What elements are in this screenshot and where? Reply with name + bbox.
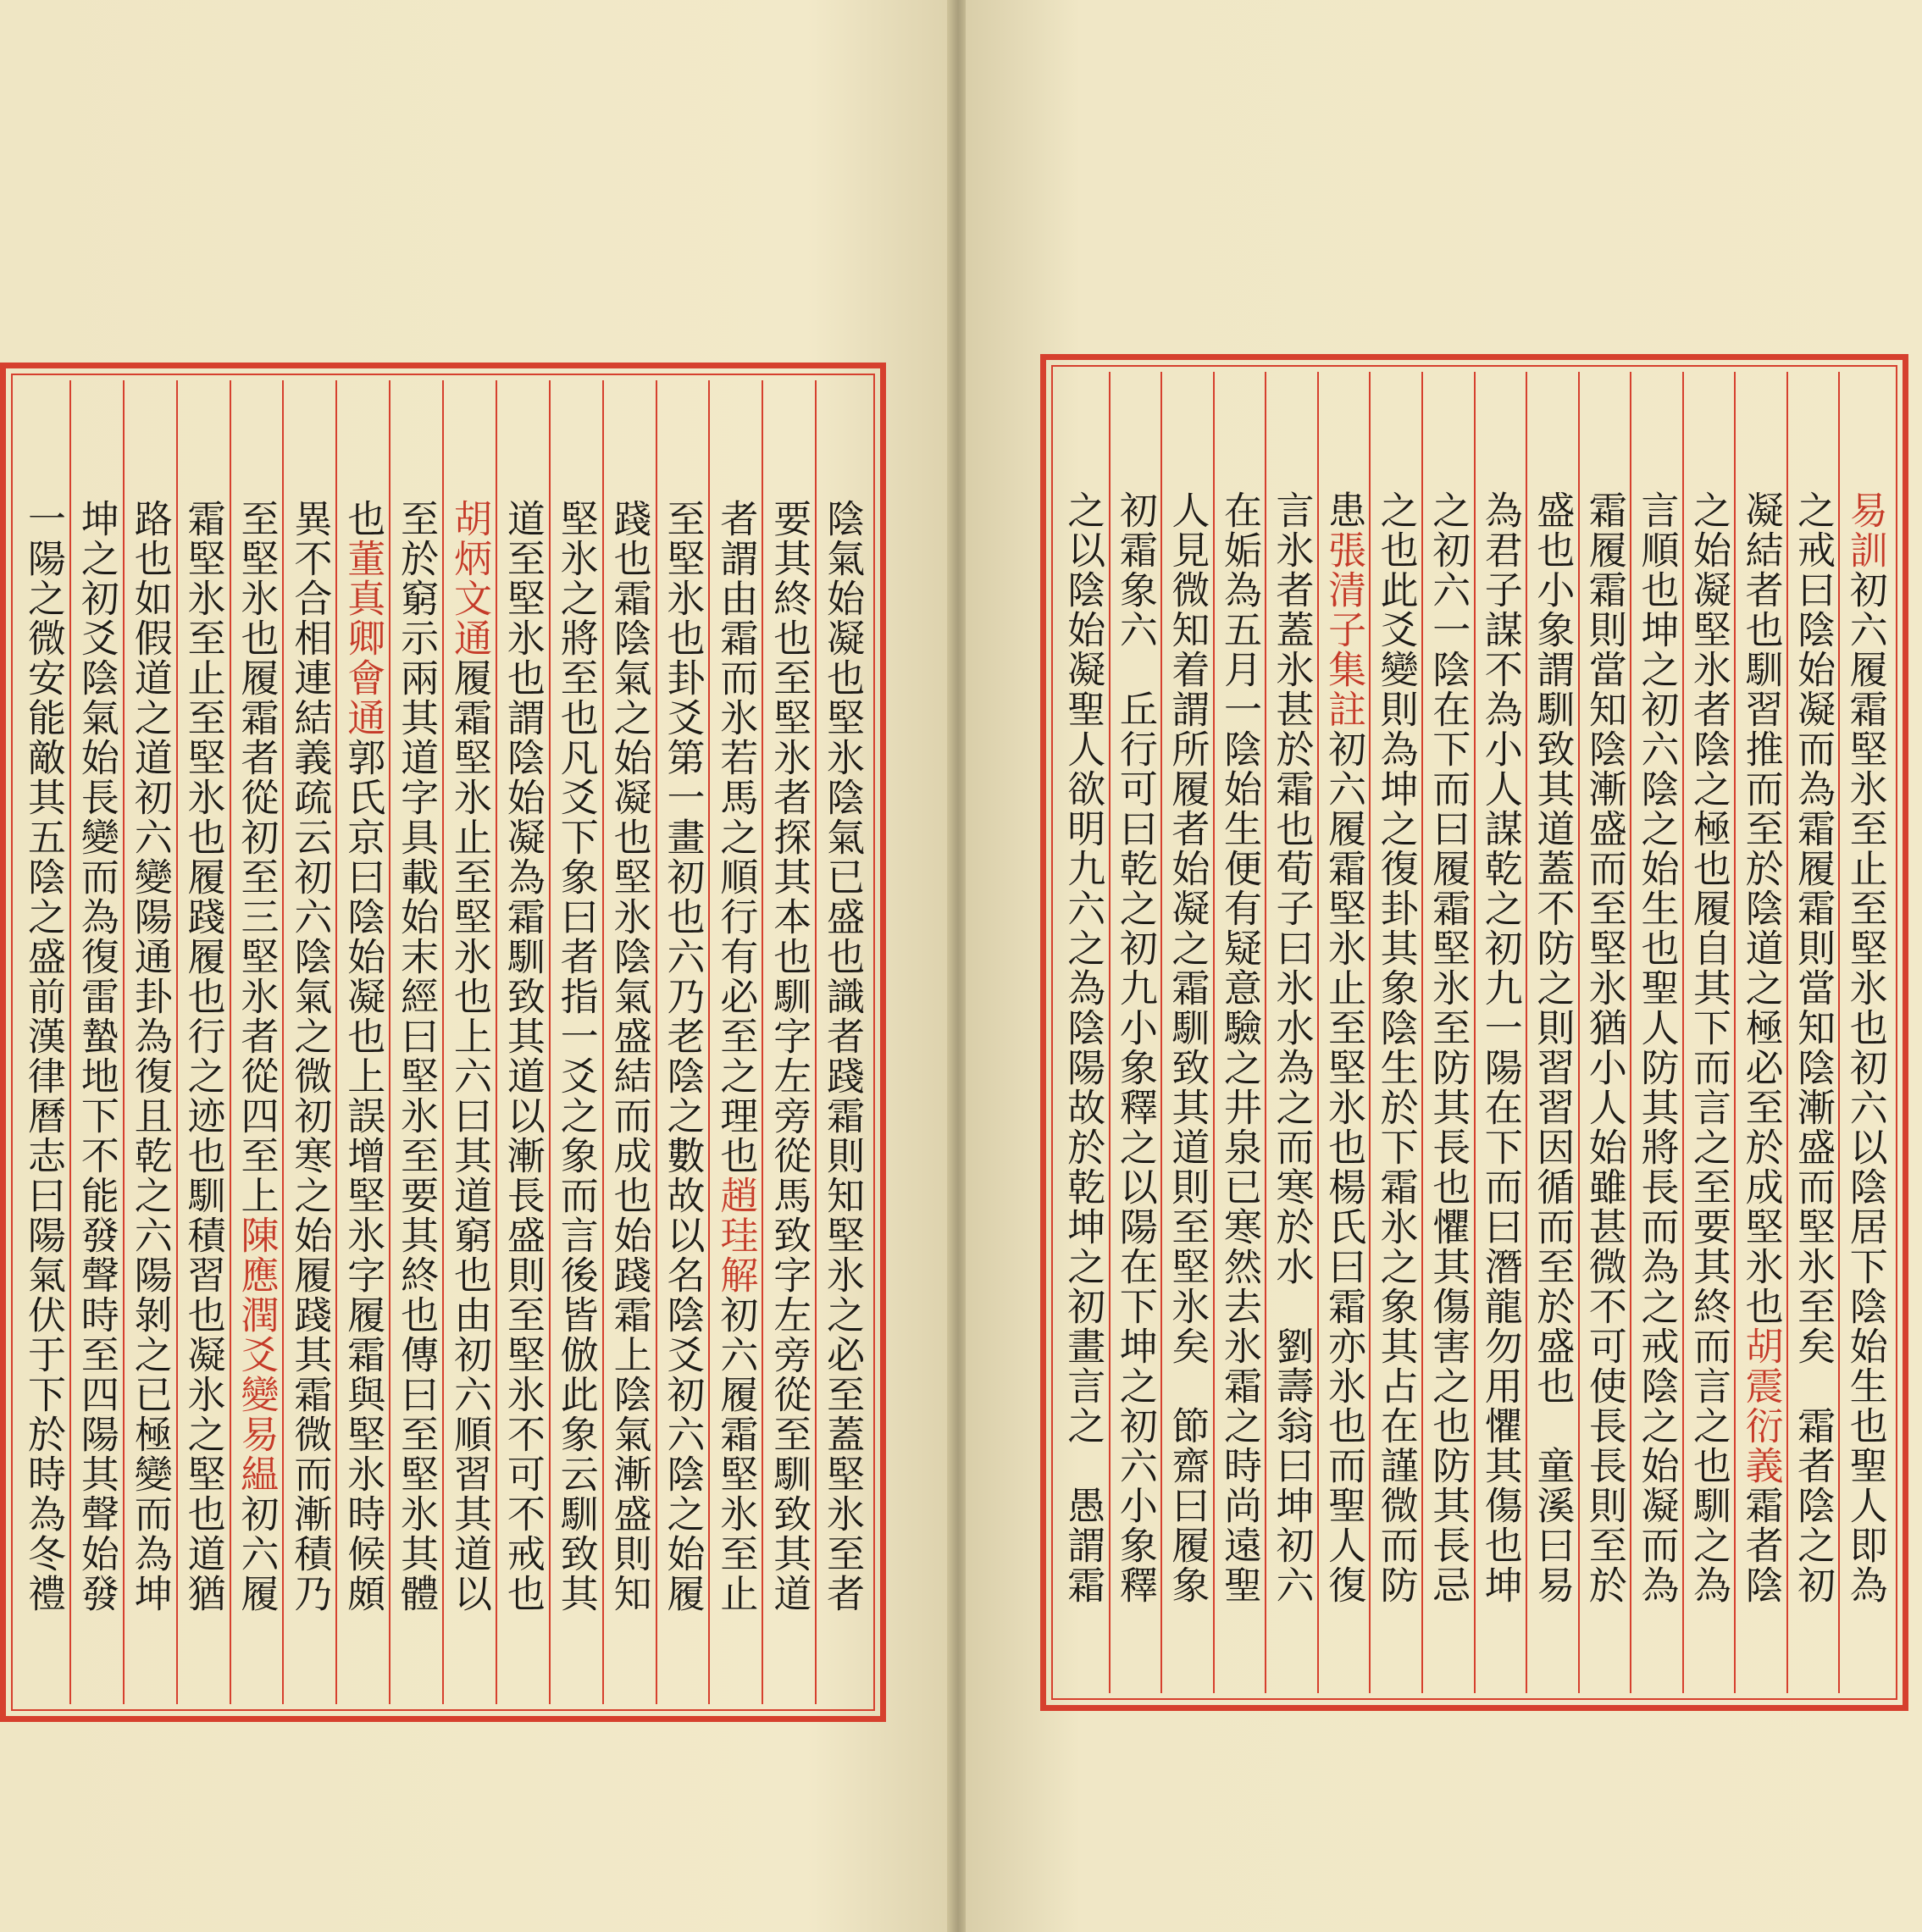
right-column <box>1786 372 1839 1693</box>
text-run: 霜履霜則當知陰漸盛而至堅氷猶小人始雖甚微不可使長長則至於 <box>1581 490 1627 1605</box>
left-column-text <box>20 499 66 1614</box>
text-run: 言順也坤之初六陰之始生也聖人防其將長而為之戒陰之始凝而為 <box>1634 490 1680 1605</box>
right-column-text <box>1581 490 1627 1605</box>
left-column-text <box>660 499 706 1614</box>
left-column <box>496 380 549 1704</box>
left-column-text <box>553 499 599 1614</box>
left-column <box>282 380 335 1704</box>
rubric-title: 張清子集註 <box>1321 530 1367 729</box>
text-run: 初六履 <box>234 1494 280 1614</box>
left-page-columns <box>18 380 868 1704</box>
text-run: 至堅氷也卦爻第一畫初也六乃老陰之數故以名陰爻初六陰之始履 <box>660 499 706 1614</box>
text-run: 初六履霜堅氷至止至堅氷也初六以陰居下陰始生也聖人即為 <box>1842 570 1888 1605</box>
left-column <box>656 380 709 1704</box>
left-column-text <box>500 499 546 1614</box>
left-column <box>335 380 389 1704</box>
left-column-text <box>74 499 119 1614</box>
text-run: 初六履霜堅氷至止 <box>713 1295 759 1614</box>
left-column-text <box>394 499 440 1614</box>
text-run: 之也此爻變則為坤之復卦其象陰生於下霜氷之象其占在謹微而防 <box>1373 490 1419 1605</box>
right-column <box>1109 372 1161 1693</box>
right-column-text <box>1634 490 1680 1605</box>
text-run: 初霜象六 丘行可曰乾之初九小象釋之以陽在下坤之初六小象釋 <box>1112 490 1158 1605</box>
right-column <box>1058 372 1109 1693</box>
text-run: 在姤為五月一陰始生便有疑意驗之井泉已寒然去氷霜之時尚遠聖 <box>1216 490 1262 1605</box>
right-column <box>1317 372 1370 1693</box>
right-column-text <box>1061 490 1106 1605</box>
left-column <box>123 380 176 1704</box>
rubric-title: 胡炳文通 <box>446 499 492 658</box>
right-column-text <box>1530 490 1576 1605</box>
right-column <box>1160 372 1213 1693</box>
right-column-text <box>1112 490 1158 1605</box>
text-run: 至於窮示兩其道字具載始末經曰堅氷至要其終也傳曰至堅氷其體 <box>394 499 440 1614</box>
left-column <box>69 380 123 1704</box>
right-column-text <box>1687 490 1732 1605</box>
text-run: 要其終也至堅氷者探其本也馴字左旁從馬致字左旁從至馴致其道 <box>767 499 812 1614</box>
left-column <box>389 380 442 1704</box>
left-column-text <box>820 499 866 1614</box>
left-page-frame <box>0 363 886 1722</box>
right-page-frame <box>1040 354 1908 1711</box>
left-page <box>0 0 950 1932</box>
left-column-text <box>446 499 492 1614</box>
text-run: 路也如假道之道初六變陽通卦為復且乾之六陽剝之已極變而為坤 <box>127 499 173 1614</box>
right-column <box>1213 372 1266 1693</box>
text-run: 坤之初爻陰氣始長變而為復雷蟄地下不能發聲時至四陽其聲始發 <box>74 499 119 1614</box>
left-column-text <box>180 499 226 1614</box>
right-column <box>1578 372 1631 1693</box>
left-column-text <box>127 499 173 1614</box>
rubric-title: 陳應潤爻變易緼 <box>234 1215 280 1494</box>
left-column <box>762 380 815 1704</box>
right-column-text <box>1791 490 1836 1605</box>
text-run: 郭氏京曰陰始凝也上誤增堅氷字履霜與堅氷時候頗 <box>341 738 386 1614</box>
text-run: 異不合相連結義疏云初六陰氣之微初寒之始履踐其霜微而漸積乃 <box>287 499 333 1614</box>
text-run: 也 <box>341 499 386 539</box>
left-column <box>708 380 762 1704</box>
text-run: 堅氷之將至也凡爻下象曰者指一爻之象而言後皆倣此象云馴致其 <box>553 499 599 1614</box>
text-run: 霜者陰 <box>1738 1486 1784 1605</box>
right-column-text <box>1842 490 1888 1605</box>
right-column <box>1630 372 1682 1693</box>
left-column <box>602 380 656 1704</box>
text-run: 至堅氷也履霜者從初至三堅氷者從四至上 <box>234 499 280 1215</box>
right-column <box>1421 372 1474 1693</box>
right-column-text <box>1738 490 1784 1605</box>
text-run: 履霜堅氷止至堅氷也上六曰其道窮也由初六順習其道以 <box>446 658 492 1614</box>
text-run: 陰氣始凝也堅氷陰氣已盛也識者踐霜則知堅氷之必至蓋堅氷至者 <box>820 499 866 1614</box>
right-column-text <box>1373 490 1419 1605</box>
left-column <box>230 380 283 1704</box>
left-column-text <box>234 499 280 1614</box>
text-run: 之初六一陰在下而曰履霜堅氷至防其長也懼其傷害之也防其長忌 <box>1426 490 1471 1605</box>
right-column-text <box>1426 490 1471 1605</box>
right-column <box>1838 372 1891 1693</box>
left-column <box>176 380 230 1704</box>
text-run: 言氷者蓋氷甚於霜也荀子曰氷水為之而寒於水 劉壽翁曰坤初六 <box>1269 490 1315 1605</box>
rubric-title: 趙珪解 <box>713 1176 759 1295</box>
right-column <box>1682 372 1735 1693</box>
left-column-text <box>287 499 333 1614</box>
left-column-text <box>607 499 652 1614</box>
right-column <box>1474 372 1526 1693</box>
right-column-text <box>1165 490 1210 1605</box>
right-column-text <box>1321 490 1367 1605</box>
right-page <box>966 0 1922 1932</box>
left-column-text <box>713 499 759 1614</box>
text-run: 為君子謀不為小人謀乾之初九一陽在下而曰潛龍勿用懼其傷也坤 <box>1477 490 1523 1605</box>
left-column <box>442 380 496 1704</box>
text-run: 一陽之微安能敵其五陰之盛前漢律曆志曰陽氣伏于下於時為冬禮 <box>20 499 66 1614</box>
right-column <box>1369 372 1421 1693</box>
text-run: 凝結者也馴習推而至於陰道之極必至於成堅氷也 <box>1738 490 1784 1326</box>
text-run: 患 <box>1321 490 1367 530</box>
text-run: 之始凝堅氷者陰之極也履自其下而言之至要其終而言之也馴之為 <box>1687 490 1732 1605</box>
rubric-title: 董真卿會通 <box>341 539 386 738</box>
right-column <box>1734 372 1786 1693</box>
right-column <box>1265 372 1317 1693</box>
right-column-text <box>1216 490 1262 1605</box>
text-run: 人見微知着謂所履者始凝之霜馴致其道則至堅氷矣 節齋曰履象 <box>1165 490 1210 1605</box>
right-column-text <box>1477 490 1523 1605</box>
text-run: 之以陰始凝聖人欲明九六之為陰陽故於乾坤之初畫言之 愚謂霜 <box>1061 490 1106 1605</box>
left-column-text <box>767 499 812 1614</box>
left-column <box>815 380 868 1704</box>
rubric-title: 易訓 <box>1842 490 1888 570</box>
rubric-title: 胡震衍義 <box>1738 1326 1784 1486</box>
text-run: 霜堅氷至止至堅氷也履踐履也行之迹也馴積習也凝氷之堅也道猶 <box>180 499 226 1614</box>
right-page-columns <box>1058 372 1891 1693</box>
left-column <box>18 380 69 1704</box>
text-run: 道至堅氷也謂陰始凝為霜馴致其道以漸長盛則至堅氷不可不戒也 <box>500 499 546 1614</box>
text-run: 者謂由霜而氷若馬之順行有必至之理也 <box>713 499 759 1176</box>
text-run: 之戒曰陰始凝而為霜履霜則當知陰漸盛而堅氷至矣 霜者陰之初 <box>1791 490 1836 1605</box>
text-run: 踐也霜陰氣之始凝也堅氷陰氣盛結而成也始踐霜上陰氣漸盛則知 <box>607 499 652 1614</box>
left-column <box>549 380 602 1704</box>
left-column-text <box>341 499 386 1614</box>
text-run: 初六履霜堅氷止至堅氷也楊氏曰霜亦氷也而聖人復 <box>1321 729 1367 1605</box>
right-column <box>1526 372 1578 1693</box>
text-run: 盛也小象謂馴致其道蓋不防之則習習因循而至於盛也 童溪曰易 <box>1530 490 1576 1605</box>
right-column-text <box>1269 490 1315 1605</box>
